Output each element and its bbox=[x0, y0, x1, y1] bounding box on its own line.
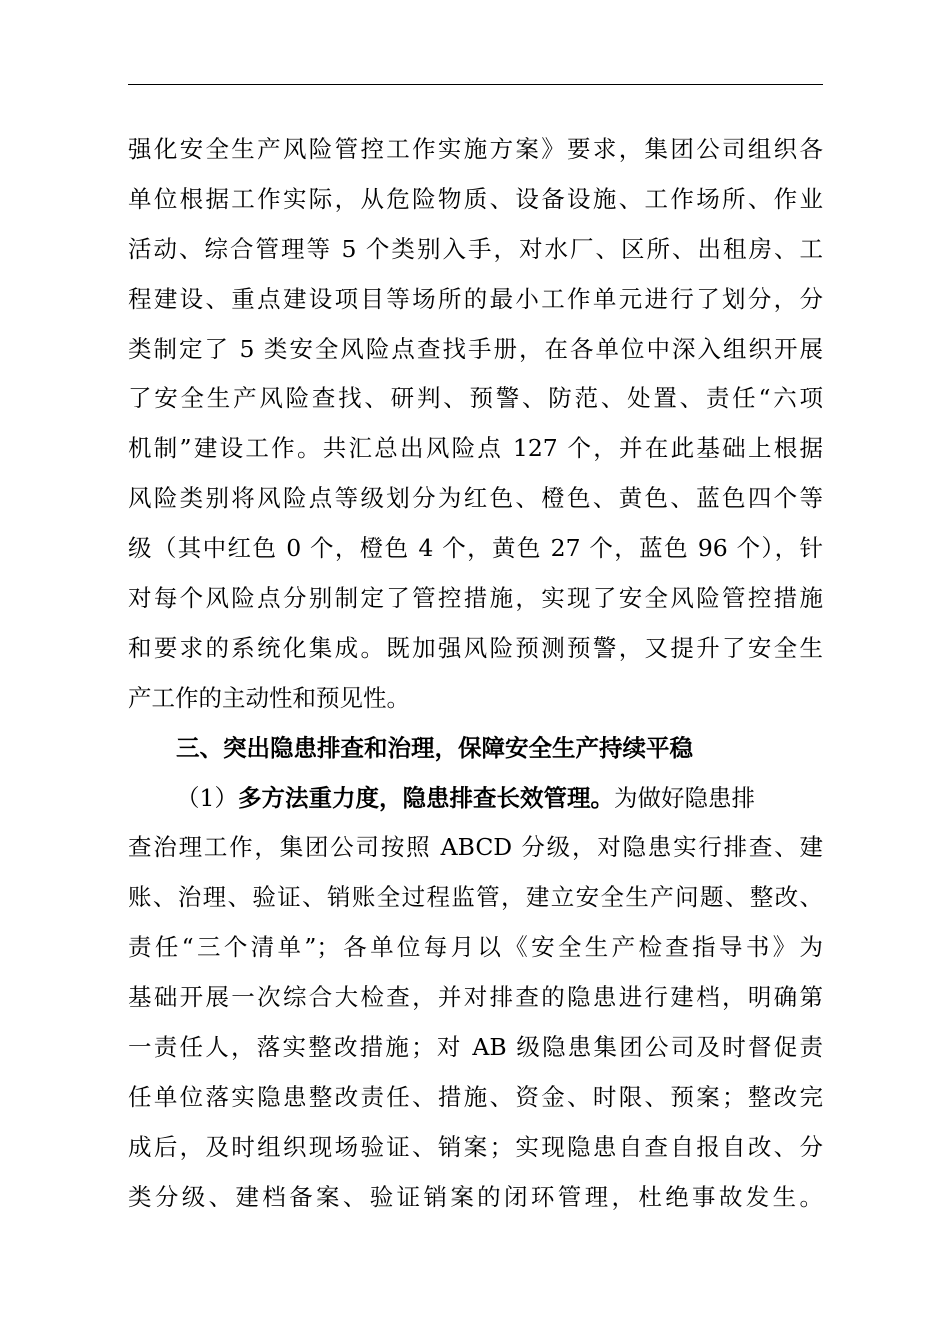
subsection-lead-text: 为做好隐患排 bbox=[613, 784, 755, 812]
subsection-title: 多方法重力度，隐患排查长效管理。 bbox=[237, 784, 614, 812]
subsection-lead-line bbox=[176, 782, 755, 814]
header-rule bbox=[128, 84, 823, 85]
body-text-line: 基础开展一次综合大检查，并对排查的隐患进行建档，明确第 bbox=[128, 983, 823, 1011]
section-heading: 三、突出隐患排查和治理，保障安全生产持续平稳 bbox=[176, 734, 693, 762]
body-text-line: 类分级、建档备案、验证销案的闭环管理，杜绝事故发生。 bbox=[128, 1183, 823, 1211]
body-text-line: 和要求的系统化集成。既加强风险预测预警，又提升了安全生 bbox=[128, 634, 823, 662]
body-text-line: 单位根据工作实际，从危险物质、设备设施、工作场所、作业 bbox=[128, 185, 823, 213]
body-text-line: 程建设、重点建设项目等场所的最小工作单元进行了划分，分 bbox=[128, 285, 823, 313]
body-text-line: 对每个风险点分别制定了管控措施，实现了安全风险管控措施 bbox=[128, 584, 823, 612]
body-text-line: 风险类别将风险点等级划分为红色、橙色、黄色、蓝色四个等 bbox=[128, 484, 823, 512]
body-text-line: 产工作的主动性和预见性。 bbox=[128, 684, 410, 712]
body-text-line: 机制”建设工作。共汇总出风险点 127 个，并在此基础上根据 bbox=[128, 434, 823, 462]
body-text-line: 了安全生产风险查找、研判、预警、防范、处置、责任“六项 bbox=[128, 384, 823, 412]
body-text-line: 查治理工作，集团公司按照 ABCD 分级，对隐患实行排查、建 bbox=[128, 833, 823, 861]
body-text-line: 账、治理、验证、销账全过程监管，建立安全生产问题、整改、 bbox=[128, 883, 823, 911]
body-text-line: 活动、综合管理等 5 个类别入手，对水厂、区所、出租房、工 bbox=[128, 235, 823, 263]
body-text-line: 一责任人，落实整改措施；对 AB 级隐患集团公司及时督促责 bbox=[128, 1033, 823, 1061]
body-text-line: 责任“三个清单”；各单位每月以《安全生产检查指导书》为 bbox=[128, 933, 823, 961]
body-text-line: 类制定了 5 类安全风险点查找手册，在各单位中深入组织开展 bbox=[128, 335, 823, 363]
body-text-line: 成后，及时组织现场验证、销案；实现隐患自查自报自改、分 bbox=[128, 1133, 823, 1161]
body-text-line: 级（其中红色 0 个，橙色 4 个，黄色 27 个，蓝色 96 个），针 bbox=[128, 534, 823, 562]
subsection-number: （1） bbox=[176, 784, 238, 812]
body-text-line: 任单位落实隐患整改责任、措施、资金、时限、预案；整改完 bbox=[128, 1083, 823, 1111]
body-text-line: 强化安全生产风险管控工作实施方案》要求，集团公司组织各 bbox=[128, 135, 823, 163]
